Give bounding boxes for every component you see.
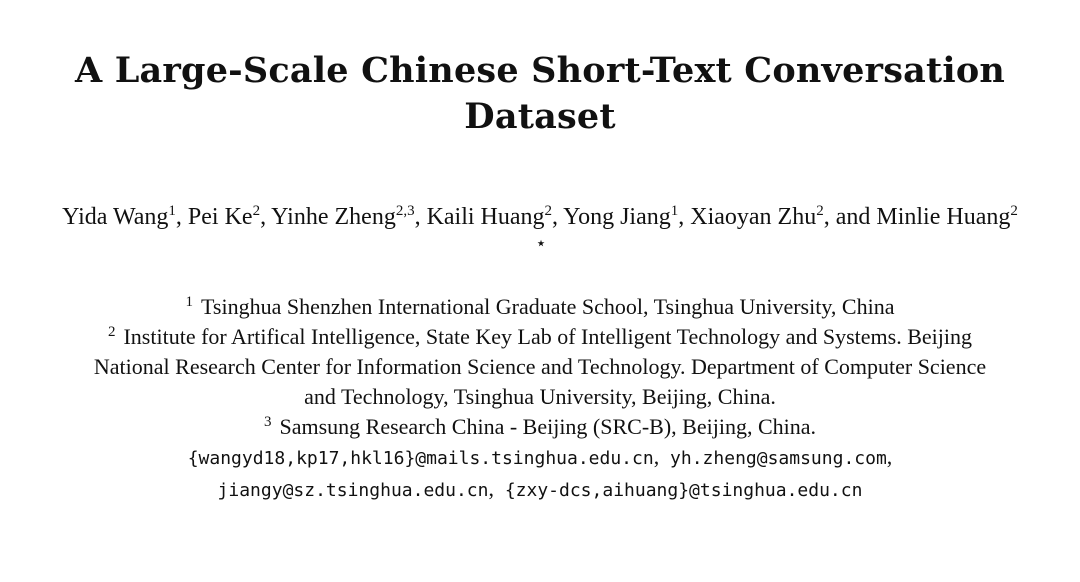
affiliation-number: 3: [263, 413, 272, 430]
author-affil-sup: 2: [1010, 203, 1018, 219]
paper-title-line2: Dataset: [464, 96, 616, 137]
author-name: Minlie Huang: [876, 204, 1011, 230]
author-name: Pei Ke: [187, 204, 253, 230]
author-name: Yida Wang: [62, 204, 169, 230]
email-address[interactable]: jiangy@sz.tsinghua.edu.cn: [217, 480, 489, 501]
author-name: Xiaoyan Zhu: [690, 204, 817, 230]
author-affil-sup: 2: [816, 203, 824, 219]
paper-title-line1: A Large-Scale Chinese Short-Text Conversation: [74, 50, 1006, 91]
affiliations: [80, 292, 1000, 506]
email-list: {wangyd18,kp17,hkl16}@mails.tsinghua.edu.cn, yh.zheng@samsung.com, jiangy@sz.tsinghua.edu.cn, {zxy-dcs,aihuang}@tsinghua.edu.cn: [187, 444, 893, 501]
author-name: Yinhe Zheng: [271, 204, 396, 230]
author-affil-sup: 1: [168, 203, 176, 219]
affiliation-number: 1: [185, 293, 194, 310]
author-name: Kaili Huang: [426, 204, 545, 230]
email-address[interactable]: {wangyd18,kp17,hkl16}@mails.tsinghua.edu.cn: [187, 448, 654, 469]
corresponding-author-star-icon: ⋆: [535, 233, 547, 253]
author-list: Yida Wang$^1$, Pei Ke$^2$, Yinhe Zheng$^{2,3}$, Kaili Huang$^2$, Yong Jiang$^1$, Xiaoyan Zhu$^2$, and Minlie Huang$^2$ ⋆: [62, 203, 1018, 253]
author-affil-sup: 2: [252, 203, 261, 219]
affiliation-text: Samsung Research China - Beijing (SRC-B), Beijing, China.: [279, 414, 816, 439]
paper-title: [0, 48, 1080, 140]
affiliation-3: [80, 412, 1000, 442]
affiliation-text: Institute for Artifical Intelligence, State Key Lab of Intelligent Technology and Systems. Beijing National Research Center for Information Science and Technology. Department of Computer Science and Technology, Tsinghua University, Beijing, China.: [93, 324, 987, 409]
author-name: Yong Jiang: [563, 204, 671, 230]
author-affil-sup: 1: [670, 203, 679, 219]
affiliation-2: [80, 322, 1000, 412]
author-affil-sup: 2,3: [395, 203, 415, 219]
author-affil-sup: 2: [544, 203, 553, 219]
email-address[interactable]: {zxy-dcs,aihuang}@tsinghua.edu.cn: [504, 480, 863, 501]
affiliation-text: Tsinghua Shenzhen International Graduate School, Tsinghua University, China: [201, 294, 895, 319]
email-address[interactable]: yh.zheng@samsung.com: [670, 448, 887, 469]
affiliation-1: [80, 292, 1000, 322]
affiliation-number: 2: [107, 323, 116, 340]
